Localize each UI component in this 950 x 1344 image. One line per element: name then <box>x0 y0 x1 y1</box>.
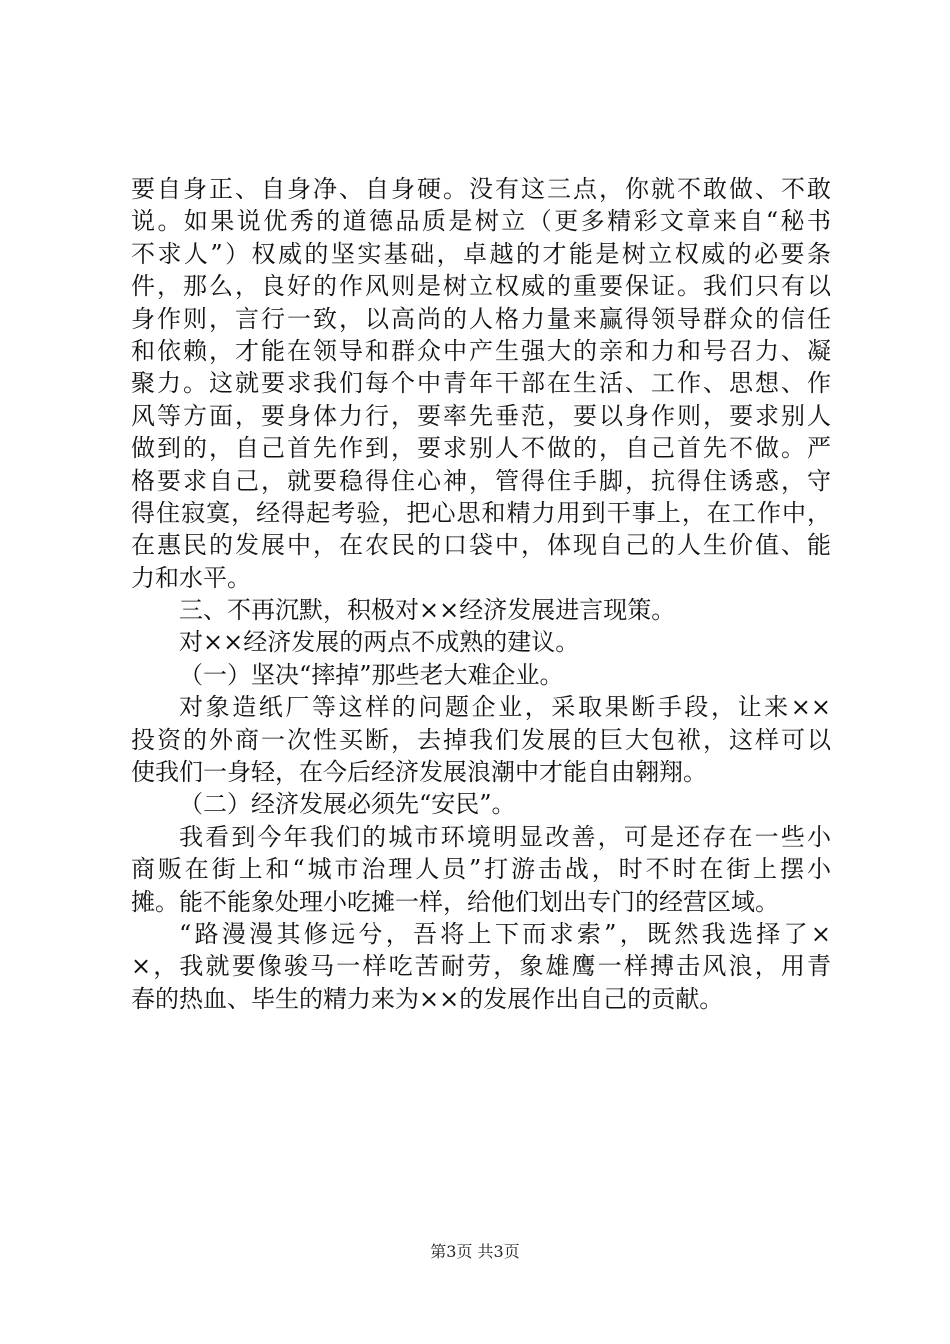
subsection-heading: （一）坚决“摔掉”那些老大难企业。 <box>179 660 564 689</box>
section-heading: 三、不再沉默，积极对××经济发展进言现策。 <box>179 596 676 625</box>
text-line: 投资的外商一次性买断，去掉我们发展的巨大包袱，这样可以 <box>131 725 831 754</box>
text-line: 我看到今年我们的城市环境明显改善，可是还存在一些小 <box>179 822 831 851</box>
text-line: 风等方面，要身体力行，要率先垂范，要以身作则，要求别人 <box>131 401 831 430</box>
text-line: 摊。能不能象处理小吃摊一样，给他们划出专门的经营区域。 <box>131 887 779 916</box>
subsection-heading: （二）经济发展必须先“安民”。 <box>179 790 516 819</box>
text-line: 做到的，自己首先作到，要求别人不做的，自己首先不做。严 <box>131 434 831 463</box>
text-line: 春的热血、毕生的精力来为××的发展作出自己的贡献。 <box>131 984 724 1013</box>
page-footer: 第3页 共3页 <box>430 1242 520 1261</box>
text-line: 说。如果说优秀的道德品质是树立（更多精彩文章来自“秘书 <box>131 207 831 236</box>
text-line: 商贩在街上和“城市治理人员”打游击战，时不时在街上摆小 <box>131 855 831 884</box>
text-line: 使我们一身轻，在今后经济发展浪潮中才能自由翱翔。 <box>131 758 707 787</box>
text-line: “路漫漫其修远兮，吾将上下而求索”，既然我选择了× <box>179 919 831 948</box>
text-line: 聚力。这就要求我们每个中青年干部在生活、工作、思想、作 <box>131 369 831 398</box>
text-line: 对××经济发展的两点不成熟的建议。 <box>179 628 580 657</box>
text-line: 身作则，言行一致，以高尚的人格力量来赢得领导群众的信任 <box>131 304 831 333</box>
text-line: 件，那么，良好的作风则是树立权威的重要保证。我们只有以 <box>131 272 831 301</box>
text-line: 对象造纸厂等这样的问题企业，采取果断手段，让来×× <box>179 693 831 722</box>
text-line: 和依赖，才能在领导和群众中产生强大的亲和力和号召力、凝 <box>131 336 831 365</box>
text-line: 不求人”）权威的坚实基础，卓越的才能是树立权威的必要条 <box>131 239 831 268</box>
body-text <box>131 173 831 1015</box>
text-line: ×，我就要像骏马一样吃苦耐劳，象雄鹰一样搏击风浪，用青 <box>131 952 831 981</box>
text-line: 格要求自己，就要稳得住心神，管得住手脚，抗得住诱惑，守 <box>131 466 831 495</box>
text-line: 得住寂寞，经得起考验，把心思和精力用到干事上，在工作中， <box>131 498 831 527</box>
text-line: 要自身正、自身净、自身硬。没有这三点，你就不敢做、不敢 <box>131 175 831 203</box>
text-line: 力和水平。 <box>131 563 251 592</box>
text-line: 在惠民的发展中，在农民的口袋中，体现自己的人生价值、能 <box>131 531 831 560</box>
